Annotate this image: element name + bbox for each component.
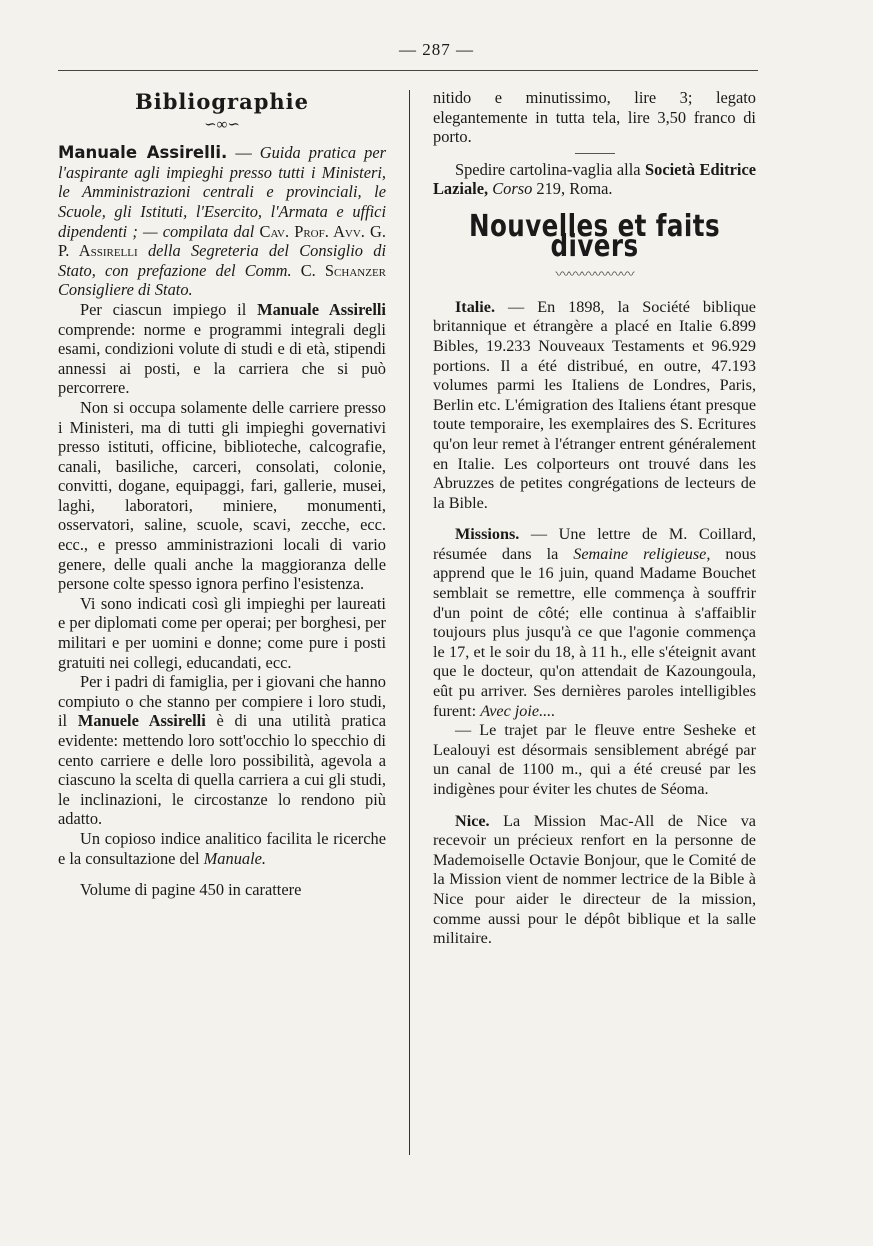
p5-text-a: Un copioso indice analitico facilita le ricerche e la consultazione del <box>58 828 386 868</box>
missions-quote: Avec joie.... <box>480 701 556 720</box>
paragraph-nice <box>433 812 756 949</box>
missions-text-a: — Une lettre de M. Coillard, résumée dans la <box>433 525 756 563</box>
paragraph-2: Non si occupa solamente delle carriere presso i Ministeri, ma di tutti gli impieghi governativi presso istituti, officine, biblioteche, calcografie, canali, basiliche, carceri, consolati, colonie, convitti, dogane, equipaggi, fari, gallerie, musei, laghi, laboratori, miniere, monumenti, osservatori, saline, scuole, scavi, zecche, ecc. ecc., e presso amministrazioni locali di vario genere, delle quali anche la maggioranza delle persone colte spesso ignora perfino l'esistenza. <box>58 397 386 594</box>
entry-author: Cav. Prof. Avv. G. P. Assirelli <box>58 221 386 261</box>
spacer <box>58 868 386 880</box>
page-number: — 287 — <box>399 40 474 59</box>
entry-subtitle-2: della Segreteria del Consiglio di Stato, con prefazione del Comm. <box>58 241 386 280</box>
paragraph-continued: nitido e minutissimo, lire 3; legato elegantemente in tutta tela, lire 3,50 franco di porto. <box>433 88 756 147</box>
spacer <box>433 800 756 812</box>
section-title-nouvelles: Nouvelles et faits divers <box>468 208 720 264</box>
entry-title: Manuale Assirelli. <box>58 143 228 163</box>
entry-dash: — <box>227 143 260 163</box>
entry-header <box>58 143 386 300</box>
paragraph-1 <box>58 300 386 398</box>
ship-italic: Corso <box>492 179 533 199</box>
column-divider <box>409 90 410 1155</box>
missions-italic: Semaine religieuse, <box>573 544 711 563</box>
short-rule <box>575 153 615 154</box>
wavy-ornament: 〰〰〰〰〰〰 <box>555 268 634 284</box>
paragraph-6: Volume di pagine 450 in carattere <box>80 880 302 900</box>
left-column <box>58 88 386 900</box>
italie-text: — En 1898, la Société biblique britannique et étrangère a placé en Italie 6.899 Bibles, 19.233 Nouveaux Testaments et 96.929 portions. Il a été distribué, en outre, 47.193 volumes parmi les Italiens de Londres, Paris, Berlin etc. L'émigration des Italiens étant presque toute temporaire, les exemplaires des S. Ecritures qu'on leur remet à l'étranger entrent généralement en Italie. Les colporteurs ont trouvé dans les Abruzzes de petites congrégations de lecteurs de la Bible. <box>433 297 756 512</box>
italie-title: Italie. <box>455 297 496 316</box>
p1-text-a: Per ciascun impiego il <box>80 299 247 319</box>
missions-text-b: nous apprend que le 16 juin, quand Madame Bouchet semblait se remettre, elle commença à souffrir d'un point de côté; elle continua à s'affaiblir toujours plus jusqu'à ce que l'agonie commença le 17, et le soir du 18, à 11 h., elle s'éteignit avant que le docteur, qu'on attendait de Kazoungoula, eût pu arriver. Ses dernières paroles intelligibles furent: <box>433 544 756 720</box>
ship-bold: Società Editrice Laziale, <box>433 159 756 199</box>
paragraph-5 <box>58 829 386 868</box>
ship-text-b: 219, Roma. <box>536 179 613 199</box>
missions-title: Missions. <box>455 525 520 544</box>
p4-text-b: è di una utilità pratica evidente: mettendo loro sott'occhio lo specchio di cento carriere e delle loro possibilità, agevola a ciascuno la scelta di quella carriera a cui gli studi, le inclinazioni, le circostanze lo rendono più adatto. <box>58 711 386 829</box>
header-rule <box>58 70 758 71</box>
p1-text-b: comprende: norme e programmi integrali degli esami, condizioni volute di studi e di età, stipendi annessi ai posti, e la carriera che si può percorrere. <box>58 319 386 398</box>
ship-text-a: Spedire cartolina-vaglia alla <box>455 159 641 179</box>
nice-title: Nice. <box>455 811 490 830</box>
section-title-bibliographie: Bibliographie <box>134 89 310 114</box>
p4-bold: Manuele Assirelli <box>77 711 206 731</box>
nice-text: La Mission Mac-All de Nice va recevoir un précieux renfort en la personne de Mademoiselle Octavie Bonjour, que le Comité de la Mission vient de nommer lectrice de la Bible à Nice pour aider le directeur de la mission, comme aussi pour le dépôt biblique et la salle militaire. <box>433 811 756 948</box>
p1-bold: Manuale Assirelli <box>257 299 386 319</box>
shipping-note <box>433 160 756 199</box>
paragraph-italie <box>433 298 756 514</box>
ornament: ∽∞∽ <box>204 116 240 133</box>
paragraph-missions-2: — Le trajet par le fleuve entre Sesheke et Lealouyi est désormais sensiblement abrégé par un canal de 1100 m., qui a été creusé par les indigènes pour éviter les chutes de Séoma. <box>433 721 756 798</box>
p5-italic: Manuale. <box>203 848 267 868</box>
right-column <box>433 88 756 949</box>
entry-preface-author: C. Schanzer <box>300 260 386 280</box>
spacer <box>433 513 756 525</box>
paragraph-missions <box>433 525 756 721</box>
entry-subtitle-3: Consigliere di Stato. <box>58 280 193 300</box>
p4-text-a: Per i padri di famiglia, per i giovani che hanno compiuto o che stanno per compiere i loro studi, il <box>58 672 386 731</box>
entry-subtitle-1: Guida pratica per l'aspirante agli impieghi presso tutti i Ministeri, le Amministrazioni centrali e provinciali, le Scuole, gli Istituti, l'Esercito, l'Armata e uffici dipendenti ; — compilata dal <box>58 143 386 241</box>
paragraph-3: Vi sono indicati così gli impieghi per laureati e per diplomati come per operai; per borghesi, per militari e per uomini e donne; come pure i posti gratuiti nei collegi, educandati, ecc. <box>58 593 386 672</box>
paragraph-4 <box>58 672 386 829</box>
